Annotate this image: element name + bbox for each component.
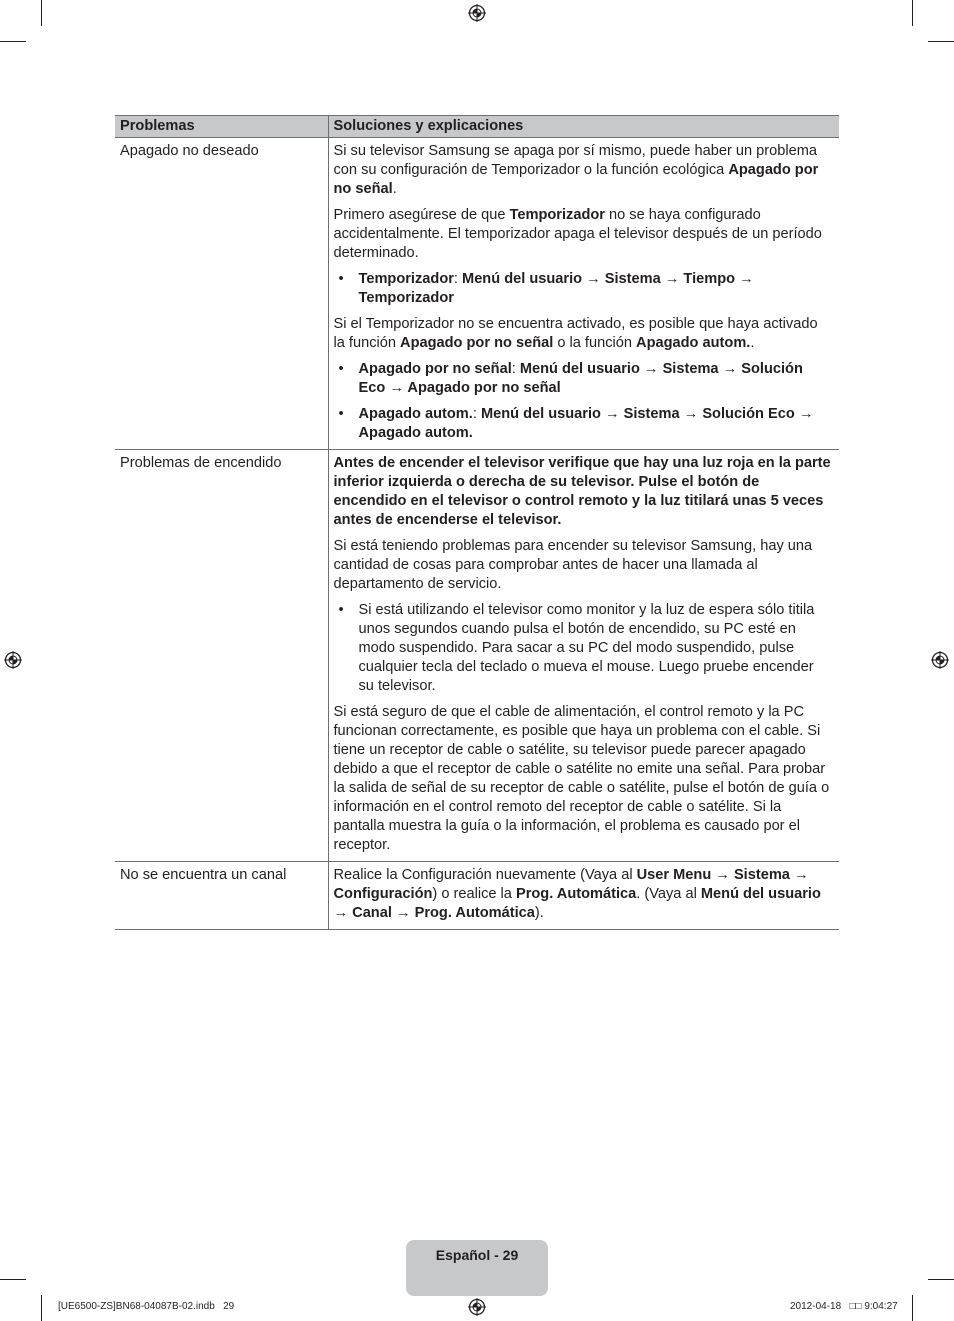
paragraph: Si su televisor Samsung se apaga por sí mismo, puede haber un problema con su configuración de Temporizador o la función ecológica Apagado por no señal.	[333, 143, 819, 197]
footer-file-info: [UE6500-ZS]BN68-04087B-02.indb 29	[58, 1301, 235, 1312]
solution-cell	[328, 138, 839, 450]
header-problems: Problemas	[115, 116, 328, 138]
crop-mark	[0, 1279, 26, 1280]
solution-cell	[328, 450, 839, 862]
list-item: • Temporizador: Menú del usuario → Sistema → Tiempo → Temporizador	[334, 270, 832, 308]
solution-cell	[328, 862, 839, 930]
crop-mark	[41, 1295, 42, 1321]
problem-cell: Apagado no deseado	[115, 138, 328, 450]
table-row	[115, 862, 839, 930]
paragraph: Si está teniendo problemas para encender su televisor Samsung, hay una cantidad de cosas para comprobar antes de hacer una llamada al departamento de servicio.	[333, 538, 813, 592]
bullet-list	[334, 270, 832, 308]
problem-cell: Problemas de encendido	[115, 450, 328, 862]
registration-mark-icon	[4, 651, 22, 669]
crop-mark	[912, 1295, 913, 1321]
crop-mark	[912, 0, 913, 26]
crop-mark	[0, 41, 26, 42]
list-item: • Si está utilizando el televisor como monitor y la luz de espera sólo titila unos segundos cuando pulsa el botón de encendido, su PC esté en modo suspendido. Para sacar a su PC del modo suspendido, pulse cualquier tecla del teclado o mueva el mouse. Luego pruebe encender su televisor.	[334, 601, 832, 696]
bullet-list	[334, 360, 832, 443]
crop-mark	[928, 41, 954, 42]
registration-mark-icon	[468, 1298, 486, 1316]
problem-cell: No se encuentra un canal	[115, 862, 328, 930]
page-number: Español - 29	[435, 1247, 519, 1263]
table-header-row	[115, 116, 839, 138]
header-solutions: Soluciones y explicaciones	[328, 116, 839, 138]
paragraph: Primero asegúrese de que Temporizador no se haya configurado accidentalmente. El temporizador apaga el televisor después de un período determinado.	[333, 207, 822, 261]
list-item: • Apagado autom.: Menú del usuario → Sistema → Solución Eco → Apagado autom.	[334, 405, 832, 443]
paragraph: Si el Temporizador no se encuentra activado, es posible que haya activado la función Apagado por no señal o la función Apagado autom..	[333, 316, 818, 351]
list-item: • Apagado por no señal: Menú del usuario → Sistema → Solución Eco → Apagado por no señal	[334, 360, 832, 398]
table-row	[115, 450, 839, 862]
footer-datetime: 2012-04-18 □□ 9:04:27	[790, 1301, 898, 1312]
paragraph: Antes de encender el televisor verifique que hay una luz roja en la parte inferior izquierda o derecha de su televisor. Pulse el botón de encendido en el televisor o control remoto y la luz titilará unas 5 veces antes de encenderse el televisor.	[333, 455, 831, 528]
registration-mark-icon	[468, 4, 486, 22]
table-row	[115, 138, 839, 450]
bullet-list	[334, 601, 832, 696]
paragraph: Realice la Configuración nuevamente (Vaya al User Menu → Sistema → Configuración) o realice la Prog. Automática. (Vaya al Menú del usuario → Canal → Prog. Automática).	[333, 867, 821, 921]
registration-mark-icon	[931, 651, 949, 669]
crop-mark	[928, 1279, 954, 1280]
paragraph: Si está seguro de que el cable de alimentación, el control remoto y la PC funcionan correctamente, es posible que haya un problema con el cable. Si tiene un receptor de cable o satélite, su televisor puede parecer apagado debido a que el receptor de cable o satélite no emite una señal. Para probar la salida de señal de su receptor de cable o satélite, pulse el botón de guía o información en el control remoto del receptor de cable o satélite. Si la pantalla muestra la guía o la información, el problema es causado por el receptor.	[333, 704, 830, 853]
troubleshooting-table	[115, 115, 839, 930]
crop-mark	[41, 0, 42, 26]
